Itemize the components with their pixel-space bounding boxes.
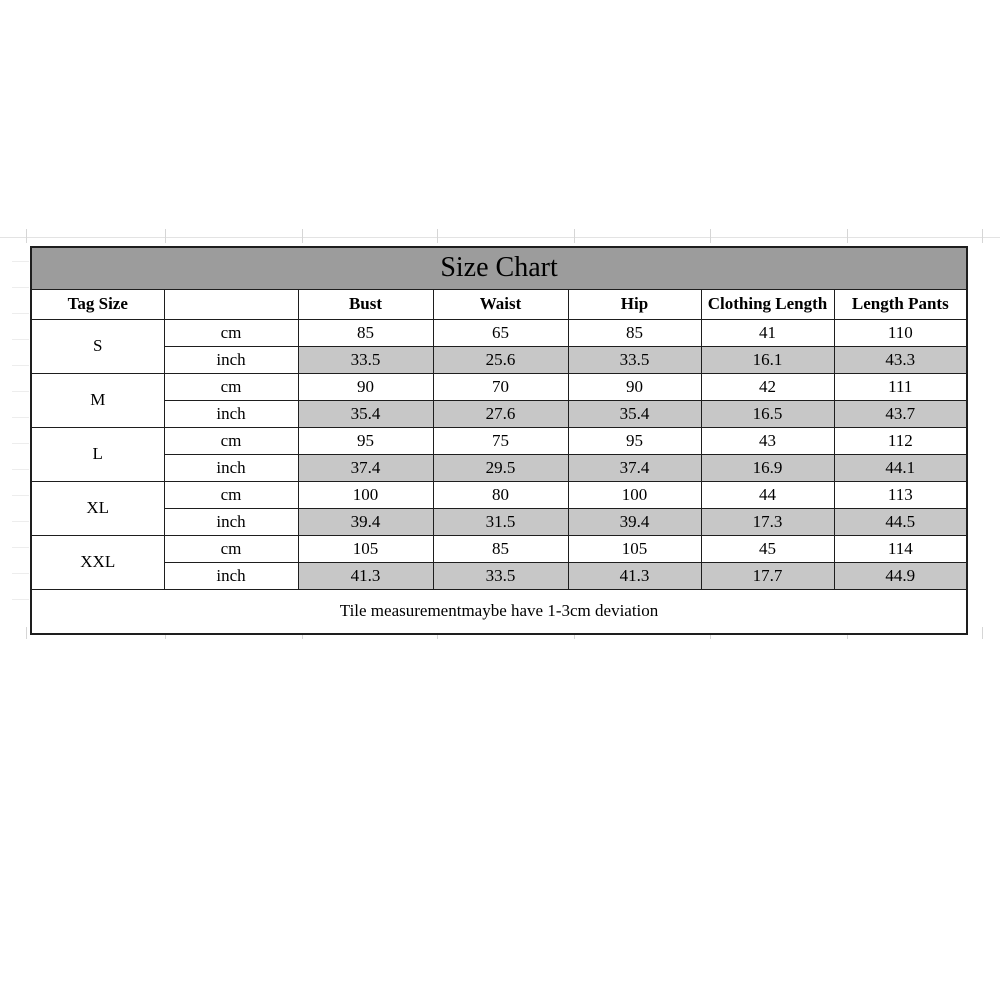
value-cell: 43.3 [834,347,967,374]
header-clothing-length: Clothing Length [701,290,834,320]
value-cell: 17.3 [701,509,834,536]
tag-size-cell: L [31,428,164,482]
value-cell: 43 [701,428,834,455]
value-cell: 85 [298,320,433,347]
value-cell: 44.1 [834,455,967,482]
value-cell: 44.5 [834,509,967,536]
value-cell: 16.5 [701,401,834,428]
value-cell: 35.4 [568,401,701,428]
unit-cell: inch [164,401,298,428]
value-cell: 33.5 [433,563,568,590]
tag-size-cell: M [31,374,164,428]
row-s-cm [31,320,967,347]
value-cell: 95 [568,428,701,455]
value-cell: 112 [834,428,967,455]
value-cell: 35.4 [298,401,433,428]
value-cell: 17.7 [701,563,834,590]
value-cell: 100 [298,482,433,509]
row-xl-cm [31,482,967,509]
value-cell: 39.4 [298,509,433,536]
header-hip: Hip [568,290,701,320]
value-cell: 41 [701,320,834,347]
unit-cell: cm [164,320,298,347]
row-m-cm [31,374,967,401]
deviation-note: Tile measurementmaybe have 1-3cm deviation [31,590,967,635]
header-tag-size: Tag Size [31,290,164,320]
tag-size-cell: XL [31,482,164,536]
value-cell: 70 [433,374,568,401]
value-cell: 105 [298,536,433,563]
size-chart-table [30,246,968,635]
value-cell: 110 [834,320,967,347]
row-m-inch [31,401,967,428]
value-cell: 27.6 [433,401,568,428]
header-waist: Waist [433,290,568,320]
value-cell: 85 [433,536,568,563]
unit-cell: cm [164,374,298,401]
value-cell: 85 [568,320,701,347]
value-cell: 44.9 [834,563,967,590]
value-cell: 45 [701,536,834,563]
header-bust: Bust [298,290,433,320]
value-cell: 39.4 [568,509,701,536]
unit-cell: inch [164,455,298,482]
chart-title-row [31,247,967,290]
note-row [31,590,967,635]
value-cell: 75 [433,428,568,455]
unit-cell: inch [164,563,298,590]
header-row [31,290,967,320]
value-cell: 95 [298,428,433,455]
row-xxl-cm [31,536,967,563]
unit-cell: cm [164,536,298,563]
value-cell: 41.3 [568,563,701,590]
value-cell: 105 [568,536,701,563]
header-length-pants: Length Pants [834,290,967,320]
row-s-inch [31,347,967,374]
value-cell: 42 [701,374,834,401]
value-cell: 41.3 [298,563,433,590]
unit-cell: inch [164,509,298,536]
row-l-inch [31,455,967,482]
value-cell: 80 [433,482,568,509]
value-cell: 33.5 [568,347,701,374]
tag-size-cell: XXL [31,536,164,590]
value-cell: 90 [298,374,433,401]
chart-title: Size Chart [31,247,967,290]
header-unit-empty [164,290,298,320]
value-cell: 43.7 [834,401,967,428]
value-cell: 111 [834,374,967,401]
value-cell: 33.5 [298,347,433,374]
row-xxl-inch [31,563,967,590]
unit-cell: cm [164,482,298,509]
row-xl-inch [31,509,967,536]
value-cell: 44 [701,482,834,509]
value-cell: 37.4 [568,455,701,482]
value-cell: 16.1 [701,347,834,374]
value-cell: 37.4 [298,455,433,482]
unit-cell: inch [164,347,298,374]
value-cell: 25.6 [433,347,568,374]
value-cell: 114 [834,536,967,563]
value-cell: 31.5 [433,509,568,536]
value-cell: 113 [834,482,967,509]
value-cell: 65 [433,320,568,347]
value-cell: 100 [568,482,701,509]
value-cell: 16.9 [701,455,834,482]
tag-size-cell: S [31,320,164,374]
unit-cell: cm [164,428,298,455]
row-l-cm [31,428,967,455]
value-cell: 29.5 [433,455,568,482]
value-cell: 90 [568,374,701,401]
